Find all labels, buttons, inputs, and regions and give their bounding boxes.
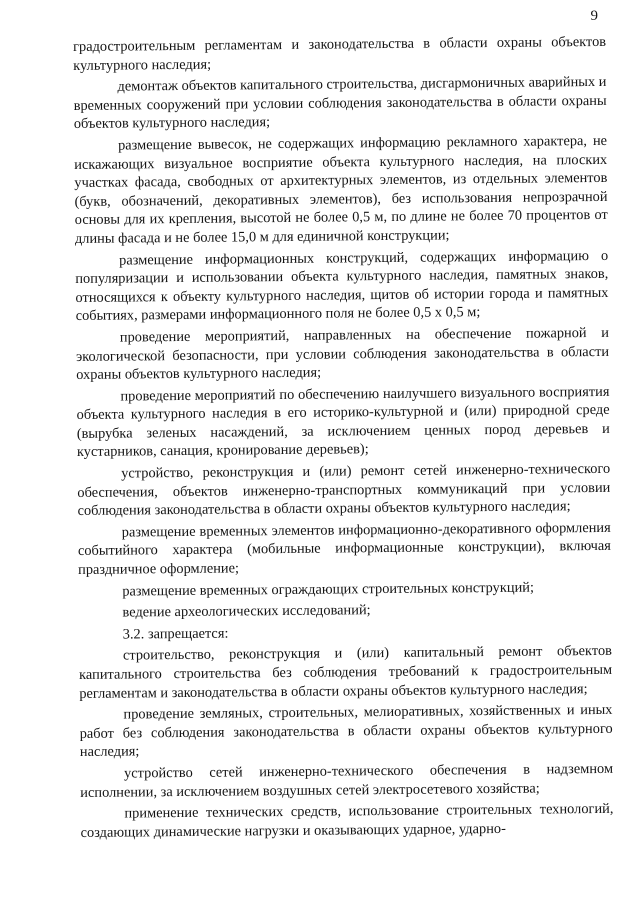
body-text — [73, 33, 614, 845]
paragraph-6: проведение мероприятий по обеспечению наилучшего визуального восприятия объекта культурного наследия в его историко-культурной и (или) природной среде (вырубка зеленых насаждений, за исключением ценных пород деревьев и кустарников, санация, кронирование деревьев); — [76, 383, 610, 461]
paragraph-5: проведение мероприятий, направленных на обеспечение пожарной и экологической безопасности, при условии соблюдения законодательства в области охраны объектов культурного наследия; — [75, 324, 610, 384]
paragraph-3: размещение вывесок, не содержащих информацию рекламного характера, не искажающих визуальное восприятие объекта культурного наследия, на плоских участках фасада, свободных от архитектурных элементов, из отдельных элементов (букв, обозначений, декоративных элементов), без использования непрозрачной основы для их крепления, высотой не более 0,5 м, по длине не более 70 процентов от длины фасада и не более 15,0 м для единичной конструкции; — [74, 132, 608, 247]
section-heading-3-2: 3.2. запрещается: — [122, 625, 229, 643]
paragraph-4: размещение информационных конструкций, содержащих информацию о популяризации и использовании объекта культурного наследия, памятных знаков, относящихся к объекту культурного наследия, щитов об истории города и памятных событиях, размерами информационного поля не более 0,5 х 0,5 м; — [75, 247, 609, 325]
paragraph-14: устройство сетей инженерно-технического обеспечения в надземном исполнении, за исключением воздушных сетей электросетевого хозяйства; — [80, 760, 614, 801]
paragraph-15: применение технических средств, использование строительных технологий, создающих динамические нагрузки и оказывающих ударное, ударно- — [80, 801, 614, 841]
page-number: 9 — [590, 8, 598, 24]
paragraph-1: градостроительным регламентам и законодательства в области охраны объектов культурного наследия; — [73, 33, 607, 74]
paragraph-10: ведение археологических исследований; — [122, 602, 371, 621]
paragraph-2: демонтаж объектов капитального строительства, дисгармоничных аварийных и временных сооружений при условии соблюдения законодательства в области охраны объектов культурного наследия; — [73, 74, 607, 133]
paragraph-13: проведение земляных, строительных, мелиоративных, хозяйственных и иных работ без соблюдения законодательства в области охраны объектов культурного наследия; — [79, 702, 613, 761]
paragraph-12: строительство, реконструкция и (или) капитальный ремонт объектов капитального строительства без соблюдения требований к градостроительным регламентам и законодательства в области охраны объектов культурного наследия; — [79, 643, 613, 702]
paragraph-7: устройство, реконструкция и (или) ремонт сетей инженерно-технического обеспечения, объектов инженерно-транспортных коммуникаций при условии соблюдения законодательства в области охраны объектов культурного наследия; — [77, 460, 611, 520]
paragraph-8: размещение временных элементов информационно-декоративного оформления событийного характера (мобильные информационные конструкции), включая праздничное оформление; — [77, 519, 611, 579]
paragraph-9: размещение временных ограждающих строительных конструкций; — [122, 579, 535, 600]
